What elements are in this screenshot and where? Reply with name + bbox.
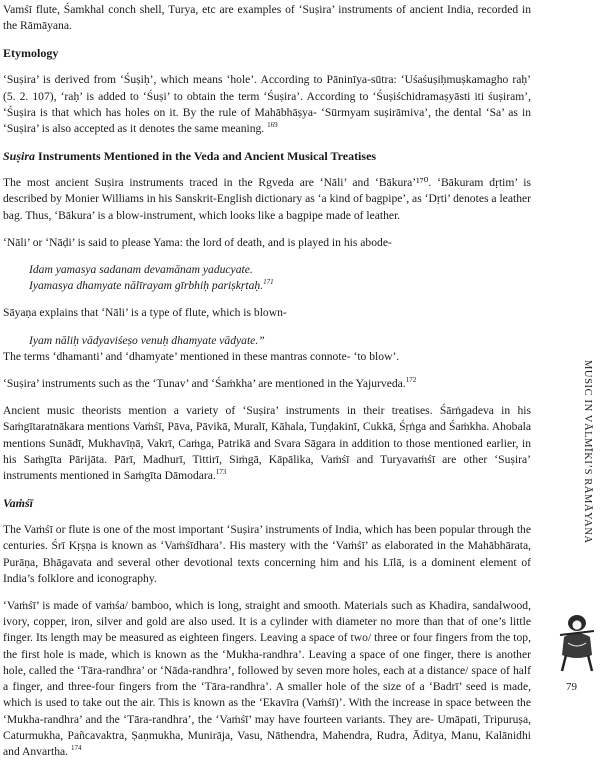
veda-heading-italic: Suṣira xyxy=(3,149,36,164)
veda-paragraph-4: The terms ‘dhamanti’ and ‘dhamyate’ mentioned in these mantras connote- ‘to blow’. xyxy=(3,349,400,363)
vamsi-heading xyxy=(3,495,531,511)
page-number: 79 xyxy=(566,681,577,693)
veda-heading xyxy=(3,148,531,164)
veda-paragraph-3: Sāyaṇa explains that ‘Nāli’ is a type of flute, which is blown- xyxy=(3,306,287,320)
page-body xyxy=(3,2,531,760)
veda-paragraph-2: ‘Nāli’ or ‘Nāḍi’ is said to please Yama: the lord of death, and is played in his abode- xyxy=(3,235,392,249)
veda-heading-rest: Instruments Mentioned in the Veda and Ancient Musical Treatises xyxy=(35,149,377,164)
veda-paragraph-6-text: Ancient music theorists mention a variety of ‘Suṣira’ instruments in their treatises. Śārṅgadeva in his Saṁgītaratnākara mentions Vaṁśī, Pāva, Pāvikā, Muralī, Kāhala, Tuṇḍakinī, Cukkā, Śṛṅga and Śaṁkha. Ahobala mentions Sunādī, Mukhavīṇā, Vakrī, Caṁga, Patrikā and Svara Sāgara in addition to those mentioned earlier, in his Saṁgīta Pārijāta. Pārī, Madhurī, Tittirī, Siṁgā, Kāpālika, Vaṁśī and Turyavaṁśī are other ‘Suṣira’ instruments mentioned in Saṁgīta Dāmodara. xyxy=(3,404,531,483)
veda-paragraph-5 xyxy=(3,376,531,392)
vamsi-heading-text: Vaṁśī xyxy=(3,496,34,511)
veda-paragraph-6 xyxy=(3,403,531,484)
footnote-ref: 171 xyxy=(263,278,274,287)
footnote-ref: 172 xyxy=(405,376,417,385)
running-title-margin xyxy=(582,360,596,600)
footnote-ref: 173 xyxy=(215,468,227,477)
verse-2: Iyam nāliḥ vādyaviśeṣo venuḥ dhamyate vādyate.” xyxy=(29,333,265,347)
verse-1-line-1: Idam yamasya sadanam devamānam yaducyate. xyxy=(29,263,253,277)
flute-player-illustration-icon xyxy=(556,613,598,673)
running-title: MUSIC IN VĀLMĪKI’S RĀMĀYANA xyxy=(582,360,593,544)
etymology-text: ‘Suṣira’ is derived from ‘Śuṣiḥ’, which means ‘hole’. According to Pāninīya-sūtra: ‘Uśaśuṣiḥmuṣkamagho raḥ’ (5. 2. 107), ‘raḥ’ is added to ‘Śuṣi’ to obtain the term ‘Śuṣira’. According to ‘Śuṣiśchidramaṣyāsti iti śuṣiram’, ‘Śuṣira is that which has holes on it. By the rule of Mahābhāṣya- ‘Sūrmyam suṣirāmiva’, the dental ‘Sa’ as in ‘Suṣira’ is also accepted as it denotes the same meaning. xyxy=(3,73,531,136)
footnote-ref: 169 xyxy=(267,121,278,130)
verse-1-line-2-text: Iyamasya dhamyate nālīrayam gīrbhiḥ pariṣkṛtaḥ. xyxy=(29,279,264,293)
veda-paragraph-5-text: ‘Suṣira’ instruments such as the ‘Tunav’ and ‘Śaṁkha’ are mentioned in the Yajurveda. xyxy=(3,377,406,391)
vamsi-paragraph-2 xyxy=(3,598,531,760)
etymology-heading: Etymology xyxy=(3,46,59,61)
vamsi-paragraph-1: The Vaṁśī or flute is one of the most important ‘Suṣira’ instruments of India, which has been popular through the centuries. Śrī Kṛṣṇa is known as ‘Vaṁśīdhara’. His mastery with the ‘Vaṁśī’ as elaborated in the Mahābhārata, Purāṇa, Bhāgavata and several other devotional texts concerning him and his Līlā, is a dominent element of India’s folklore and iconography. xyxy=(3,523,531,585)
footnote-ref: 174 xyxy=(70,744,82,753)
intro-paragraph: Vamśī flute, Śamkhal conch shell, Turya, etc are examples of ‘Suṣira’ instruments of ancient India, recorded in the Rāmāyana. xyxy=(3,3,531,33)
veda-paragraph-1: The most ancient Suṣira instruments traced in the Rgveda are ‘Nāli’ and ‘Bākura’¹⁷⁰. ‘Bākuram dṛtim’ is described by Monier Williams in his Sanskrit-English dictionary as ‘a kind of bagpipe’, as ‘Dṛti’ denotes a leather bag. Thus, ‘Bākura’ is a blow-instrument, which looks like a bagpipe made of leather. xyxy=(3,176,531,222)
verse-1-line-2 xyxy=(3,278,531,294)
vamsi-paragraph-2-text: ‘Vaṁśī’ is made of vaṁśa/ bamboo, which is long, straight and smooth. Materials such as Khadira, sandalwood, ivory, copper, iron, silver and gold are also used. It is a cylinder with diameter no more than that of one’s little finger. Its length may be measured as eighteen fingers. Leaving a space of two/ three or four fingers from the top, the first hole is made, which is known as the ‘Mukha-randhra’. Leaving a space of one finger, there is another hole, called the ‘Tāra-randhra’ or ‘Nāda-randhra’, followed by seven more holes, each at a distance/ space of half a finger, and three-four fingers from the ‘Tāra-randhra’. A smaller hole of the size of a ‘Badrī’ seed is made, which is used to take out the air. This is known as the ‘Ekavīra (Vaṁśī)’. With the increase in space between the ‘Mukha-randhra’ and the ‘Tāra-randhra’, the ‘Vaṁśī’ may have fourteen variants. They are- Umāpati, Tripuruṣa, Caturmukha, Pañcavaktra, Ṣaṇmukha, Munirāja, Vasu, Nāthendra, Mahendra, Rudra, Āditya, Manu, Kalānidhi and Anvartha. xyxy=(3,599,531,758)
etymology-paragraph xyxy=(3,72,531,137)
